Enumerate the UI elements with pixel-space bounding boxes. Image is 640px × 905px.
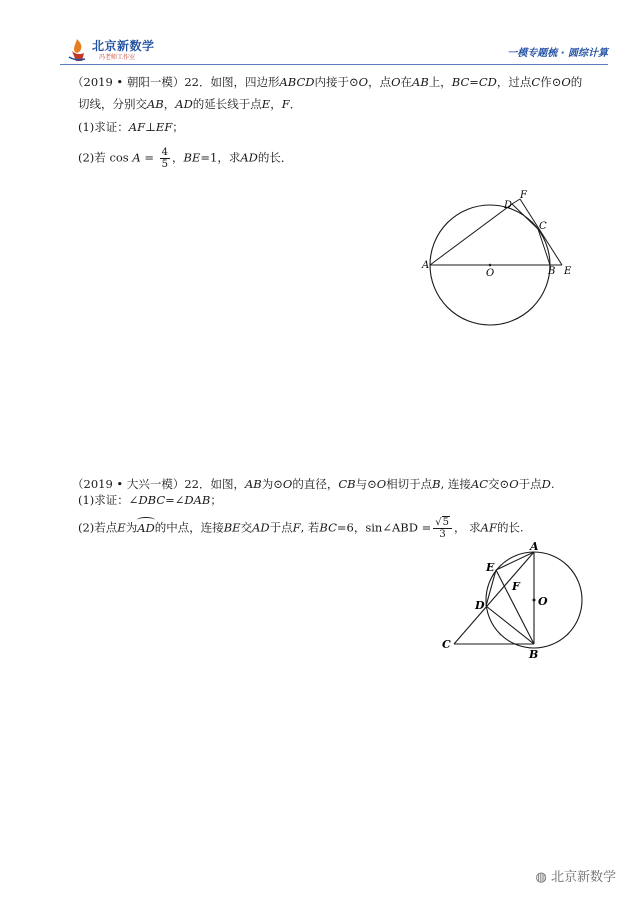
q1-line-df (512, 199, 520, 204)
q1-label-b: B (548, 266, 556, 277)
q1-line2: 切线，分别交AB，AD的延长线于点E，F． (78, 97, 302, 111)
logo-title: 北京新数学 (92, 39, 155, 53)
q1-part1: (1)求证：AF⊥EF； (78, 120, 184, 134)
q2-label-a: A (530, 540, 539, 553)
q2-part2: (2)若点E为AD的中点，连接BE交AD于点F, 若BC=6，sin∠ABD = $\frac{√5}{3}$ ， 求AF的长. (78, 517, 524, 540)
q1-label-d: D (504, 200, 513, 211)
logo-subtitle: 冯老师工作室 (99, 54, 136, 61)
header-divider (60, 64, 608, 65)
q1-figure (420, 185, 580, 330)
q2-label-b: B (529, 648, 539, 660)
wechat-icon: ◍ (535, 870, 551, 885)
q1-tangent-ef (520, 199, 562, 265)
q1-part2: (2)若 cos A = $\frac{4}{5}$ ，BE=1，求AD的长． (78, 147, 293, 170)
q2-label-e: E (486, 561, 495, 574)
logo-icon (66, 37, 88, 63)
q1-line-cb (538, 229, 550, 265)
q2-label-c: C (442, 638, 451, 651)
header-topic: 一模专题梳 · 圆综计算 (507, 48, 608, 59)
q2-fraction: $\frac{√5}{3}$ (433, 517, 452, 540)
q1-label-c: C (539, 221, 547, 232)
q1-fraction: $\frac{4}{5}$ (161, 147, 169, 170)
q2-line1: （2019 • 大兴一模）22．如图，AB为⊙O的直径，CB与⊙O相切于点B, 连接AC交⊙O于点D. (72, 477, 555, 491)
q2-label-o: O (538, 595, 548, 608)
footer-watermark: ◍ 北京新数学 (535, 870, 616, 885)
q1-center-dot (489, 264, 492, 267)
q2-arc-ad: AD (137, 520, 155, 535)
q1-label-f: F (520, 190, 527, 201)
q2-label-d: D (475, 599, 485, 612)
q1-label-o: O (486, 268, 495, 279)
q2-line-ea (496, 552, 534, 570)
q2-center-dot (533, 599, 536, 602)
q1-label-e: E (564, 266, 572, 277)
q1-line-ad (430, 204, 512, 265)
q1-line1: （2019 • 朝阳一模）22．如图，四边形ABCD内接于⊙O，点O在AB上，BC=CD，过点C作⊙O的 (72, 75, 583, 89)
q2-part1: (1)求证：∠DBC=∠DAB； (78, 493, 222, 507)
q1-label-a: A (422, 260, 430, 271)
q2-figure (438, 538, 588, 660)
q2-label-f: F (512, 580, 520, 593)
